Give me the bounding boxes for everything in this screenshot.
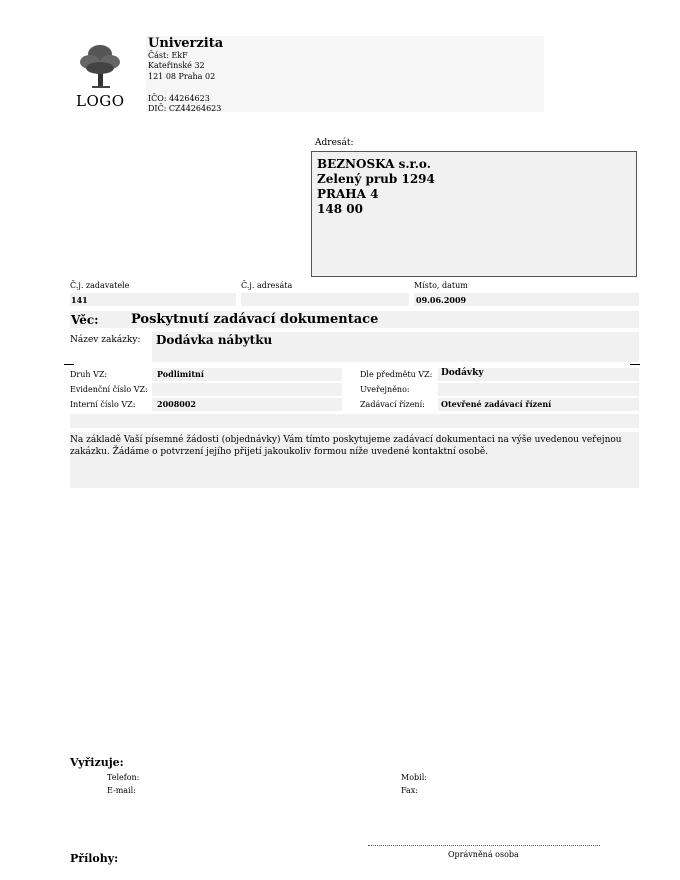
left-tick: [64, 364, 74, 365]
attachments-label: Přílohy:: [70, 852, 119, 865]
subject-label: Věc:: [71, 313, 99, 327]
subject-type-label: Dle předmětu VZ:: [360, 370, 433, 379]
phone-label: Telefon:: [107, 773, 140, 782]
org-city: 121 08 Praha 02: [148, 72, 216, 81]
logo-text: LOGO: [76, 92, 125, 110]
sender-ref-cell: [70, 293, 236, 306]
signature-label: Oprávněná osoba: [448, 850, 519, 859]
type-label: Druh VZ:: [70, 370, 108, 379]
addressee-line: PRAHA 4: [317, 187, 379, 201]
details-spacer-row: [70, 414, 639, 428]
org-dic: DIČ: CZ44264623: [148, 104, 222, 113]
subject-value: Poskytnutí zadávací dokumentace: [131, 312, 379, 327]
org-ico: IČO: 44264623: [148, 94, 210, 103]
procedure-label: Zadávací řízení:: [360, 400, 425, 409]
addressee-line: 148 00: [317, 202, 363, 216]
evidence-cell: [152, 383, 342, 396]
published-label: Uveřejněno:: [360, 385, 410, 394]
internal-value: 2008002: [157, 399, 196, 409]
right-tick: [630, 364, 640, 365]
contract-name-label: Název zakázky:: [70, 335, 141, 345]
org-part: Část: EkF: [148, 51, 188, 60]
subject-type-value: Dodávky: [441, 368, 484, 378]
published-cell: [438, 383, 639, 396]
contract-name-value: Dodávka nábytku: [156, 333, 273, 347]
org-name: Univerzita: [148, 36, 224, 51]
fax-label: Fax:: [401, 786, 418, 795]
addressee-label: Adresát:: [315, 138, 354, 148]
recipient-ref-cell: [241, 293, 409, 306]
mobile-label: Mobil:: [401, 773, 427, 782]
type-value: Podlimitní: [157, 369, 204, 379]
evidence-label: Evidenční číslo VZ:: [70, 385, 148, 394]
place-date-value: 09.06.2009: [416, 295, 467, 305]
addressee-line: BEZNOSKA s.r.o.: [317, 157, 431, 171]
signature-line: [368, 845, 600, 846]
place-date-label: Místo, datum: [414, 281, 468, 290]
sender-ref-label: Č.j. zadavatele: [70, 281, 130, 290]
procedure-value: Otevřené zadávací řízení: [441, 399, 552, 409]
internal-label: Interní číslo VZ:: [70, 400, 136, 409]
addressee-line: Zelený prub 1294: [317, 172, 435, 186]
addressee-box: [311, 151, 637, 277]
contact-heading: Vyřizuje:: [70, 756, 124, 769]
sender-ref-value: 141: [71, 295, 88, 305]
body-text: Na základě Vaší písemné žádosti (objednávky) Vám tímto poskytujeme zadávací dokumentaci na výše uvedenou veřejnou zakázku. Žádáme o potvrzení jejího přijetí jakoukoliv formou níže uvedené kontaktní osobě.: [70, 435, 622, 457]
email-label: E-mail:: [107, 786, 136, 795]
recipient-ref-label: Č.j. adresáta: [241, 281, 293, 290]
org-street: Kateřinské 32: [148, 61, 205, 70]
